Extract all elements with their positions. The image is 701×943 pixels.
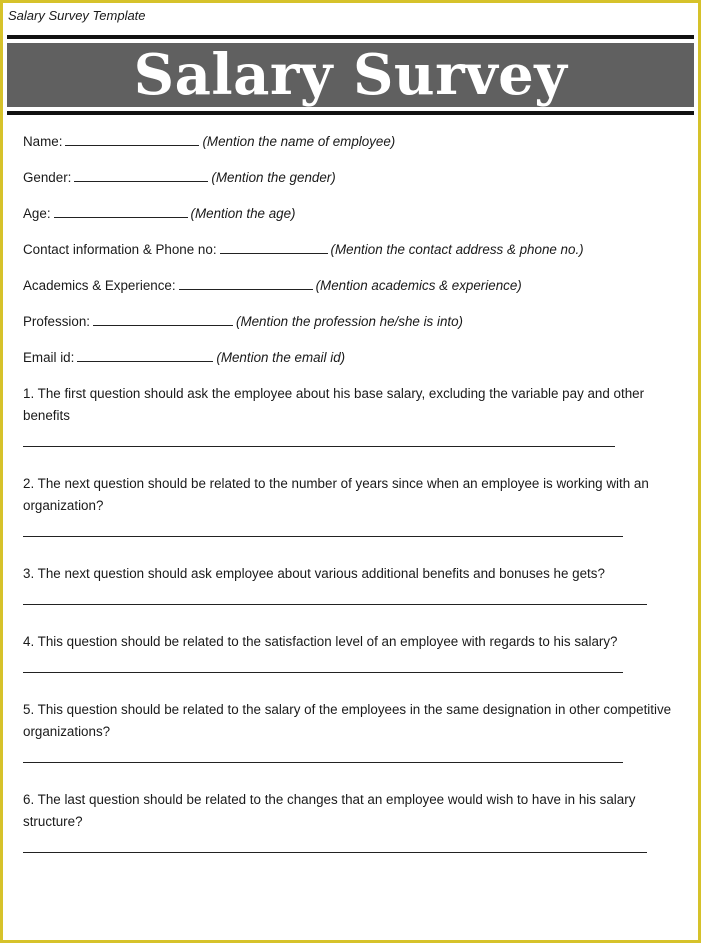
field-gender [23,167,688,203]
answer-line[interactable] [23,535,623,537]
field-label: Gender: [23,170,72,185]
name-input-line[interactable] [65,132,199,146]
field-label: Email id: [23,350,75,365]
field-age [23,203,688,239]
answer-line[interactable] [23,761,623,763]
field-label: Contact information & Phone no: [23,242,217,257]
question-2 [23,473,688,537]
field-hint: (Mention the gender) [211,170,336,185]
field-email [23,347,688,383]
bottom-rule [7,111,694,115]
field-hint: (Mention the age) [190,206,296,221]
field-name [23,131,688,167]
contact-input-line[interactable] [220,240,328,254]
answer-line[interactable] [23,445,615,447]
email-input-line[interactable] [77,348,213,362]
field-hint: (Mention the email id) [216,350,346,365]
banner [7,43,694,107]
survey-content [23,131,688,879]
question-text: 6. The last question should be related to the changes that an employee would wish to have in his salary structure? [23,792,636,829]
field-hint: (Mention academics & experience) [315,278,522,293]
field-label: Academics & Experience: [23,278,176,293]
banner-title: Salary Survey [133,42,568,108]
question-1 [23,383,688,447]
question-text: 3. The next question should ask employee about various additional benefits and bonuses he gets? [23,566,605,581]
gender-input-line[interactable] [74,168,208,182]
top-rule [7,35,694,39]
field-hint: (Mention the contact address & phone no.) [330,242,584,257]
field-label: Name: [23,134,63,149]
answer-line[interactable] [23,671,623,673]
question-text: 1. The first question should ask the employee about his base salary, excluding the variable pay and other benefits [23,386,645,423]
age-input-line[interactable] [54,204,188,218]
field-label: Profession: [23,314,90,329]
answer-line[interactable] [23,851,647,853]
question-3 [23,563,688,605]
question-4 [23,631,688,673]
question-6 [23,789,688,853]
profession-input-line[interactable] [93,312,233,326]
field-hint: (Mention the name of employee) [202,134,396,149]
question-text: 2. The next question should be related to the number of years since when an employee is working with an organization? [23,476,649,513]
field-academics [23,275,688,311]
document-title: Salary Survey Template [8,8,146,23]
field-profession [23,311,688,347]
field-contact [23,239,688,275]
answer-line[interactable] [23,603,647,605]
question-text: 4. This question should be related to the satisfaction level of an employee with regards to his salary? [23,634,618,649]
question-5 [23,699,688,763]
academics-input-line[interactable] [179,276,313,290]
question-text: 5. This question should be related to the salary of the employees in the same designation in other competitive organizations? [23,702,672,739]
field-label: Age: [23,206,51,221]
field-hint: (Mention the profession he/she is into) [236,314,464,329]
